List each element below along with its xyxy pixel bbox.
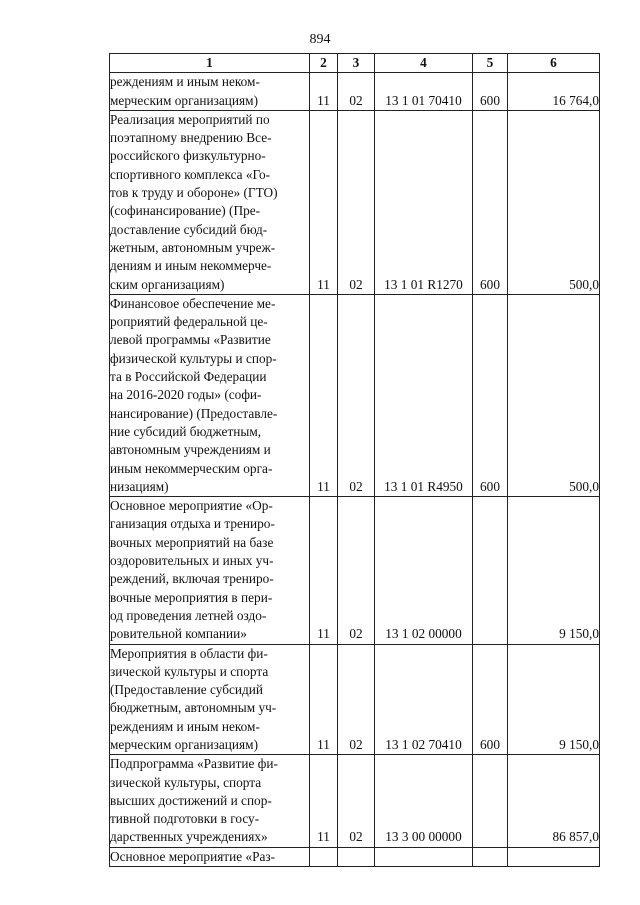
table-row xyxy=(110,294,600,496)
row-subsection-code: 02 xyxy=(338,294,375,496)
row-subsection-code xyxy=(338,847,375,866)
description-line: (софинансирование) (Пре- xyxy=(110,203,261,219)
row-section-code: 11 xyxy=(310,755,338,847)
row-target-article: 13 1 01 R1270 xyxy=(375,110,473,294)
row-amount xyxy=(508,847,600,866)
table-body xyxy=(110,73,600,867)
row-subsection-code: 02 xyxy=(338,73,375,111)
row-amount: 500,0 xyxy=(508,110,600,294)
description-line: Реализация мероприятий по xyxy=(110,111,270,127)
row-section-code: 11 xyxy=(310,497,338,644)
row-subsection-code: 02 xyxy=(338,110,375,294)
header-col-4: 4 xyxy=(375,54,473,73)
row-description xyxy=(110,497,310,644)
row-target-article: 13 1 02 00000 xyxy=(375,497,473,644)
description-line: Основное мероприятие «Ор- xyxy=(110,498,273,514)
row-expense-type: 600 xyxy=(473,294,508,496)
description-line: иным некоммерческим орга- xyxy=(110,460,273,476)
row-description xyxy=(110,110,310,294)
row-description xyxy=(110,644,310,755)
description-line: реждениям и иным неком- xyxy=(110,74,260,90)
table-row xyxy=(110,73,600,111)
row-expense-type xyxy=(473,497,508,644)
row-expense-type: 600 xyxy=(473,73,508,111)
row-subsection-code: 02 xyxy=(338,497,375,644)
row-expense-type xyxy=(473,847,508,866)
row-expense-type xyxy=(473,755,508,847)
row-expense-type: 600 xyxy=(473,644,508,755)
description-line: высших достижений и спор- xyxy=(110,792,272,808)
description-line: оздоровительных и иных уч- xyxy=(110,553,274,569)
description-line: (Предоставление субсидий xyxy=(110,682,264,698)
row-target-article xyxy=(375,847,473,866)
description-line: дениям и иным некоммерче- xyxy=(110,258,272,274)
header-col-1: 1 xyxy=(110,54,310,73)
description-line: реждений, включая трениро- xyxy=(110,571,274,587)
row-section-code: 11 xyxy=(310,73,338,111)
description-line: на 2016-2020 годы» (софи- xyxy=(110,387,262,403)
row-target-article: 13 1 02 70410 xyxy=(375,644,473,755)
row-target-article: 13 1 01 R4950 xyxy=(375,294,473,496)
description-line: вочных мероприятий на базе xyxy=(110,534,274,550)
description-line: зической культуры и спорта xyxy=(110,663,269,679)
description-line: доставление субсидий бюд- xyxy=(110,221,268,237)
description-line: жетным, автономным учреж- xyxy=(110,239,276,255)
row-subsection-code: 02 xyxy=(338,644,375,755)
table-row xyxy=(110,644,600,755)
description-line: мерческим организациям) xyxy=(110,92,258,108)
description-line: низациям) xyxy=(110,478,169,494)
description-line: бюджетным, автономным уч- xyxy=(110,700,277,716)
header-col-3: 3 xyxy=(338,54,375,73)
description-line: автономным учреждениям и xyxy=(110,442,271,458)
header-col-2: 2 xyxy=(310,54,338,73)
row-amount: 9 150,0 xyxy=(508,644,600,755)
row-description xyxy=(110,294,310,496)
row-subsection-code: 02 xyxy=(338,755,375,847)
table-row xyxy=(110,755,600,847)
description-line: ние субсидий бюджетным, xyxy=(110,423,262,439)
row-amount: 16 764,0 xyxy=(508,73,600,111)
row-amount: 9 150,0 xyxy=(508,497,600,644)
description-line: дарственных учреждениях» xyxy=(110,829,268,845)
description-line: ским организациям) xyxy=(110,276,225,292)
description-line: ганизация отдыха и трениро- xyxy=(110,516,275,532)
table-row xyxy=(110,110,600,294)
description-line: од проведения летней оздо- xyxy=(110,607,267,623)
description-line: нансирование) (Предоставле- xyxy=(110,405,278,421)
description-line: мерческим организациям) xyxy=(110,736,258,752)
description-line: та в Российской Федерации xyxy=(110,369,267,385)
row-section-code: 11 xyxy=(310,294,338,496)
description-line: физической культуры и спор- xyxy=(110,350,277,366)
budget-table xyxy=(109,53,600,867)
row-section-code: 11 xyxy=(310,110,338,294)
description-line: Подпрограмма «Развитие фи- xyxy=(110,756,278,772)
row-description xyxy=(110,847,310,866)
description-line: поэтапному внедрению Все- xyxy=(110,130,272,146)
row-description xyxy=(110,73,310,111)
table-row xyxy=(110,847,600,866)
description-line: левой программы «Развитие xyxy=(110,332,271,348)
description-line: роприятий федеральной це- xyxy=(110,314,268,330)
description-line: Основное мероприятие «Раз- xyxy=(110,848,276,864)
description-line: Финансовое обеспечение ме- xyxy=(110,295,276,311)
row-section-code xyxy=(310,847,338,866)
row-amount: 86 857,0 xyxy=(508,755,600,847)
row-target-article: 13 1 01 70410 xyxy=(375,73,473,111)
description-line: Мероприятия в области фи- xyxy=(110,645,268,661)
header-row xyxy=(110,54,600,73)
description-line: ровительной компании» xyxy=(110,626,247,642)
table-row xyxy=(110,497,600,644)
row-expense-type: 600 xyxy=(473,110,508,294)
page-number: 894 xyxy=(309,32,331,47)
row-amount: 500,0 xyxy=(508,294,600,496)
description-line: спортивного комплекса «Го- xyxy=(110,166,271,182)
description-line: зической культуры, спорта xyxy=(110,774,262,790)
row-target-article: 13 3 00 00000 xyxy=(375,755,473,847)
description-line: тов к труду и обороне» (ГТО) xyxy=(110,185,278,201)
description-line: российского физкультурно- xyxy=(110,148,266,164)
description-line: тивной подготовки в госу- xyxy=(110,811,260,827)
description-line: реждениям и иным неком- xyxy=(110,718,260,734)
header-col-6: 6 xyxy=(508,54,600,73)
header-col-5: 5 xyxy=(473,54,508,73)
description-line: вочные мероприятия в пери- xyxy=(110,589,273,605)
row-description xyxy=(110,755,310,847)
row-section-code: 11 xyxy=(310,644,338,755)
